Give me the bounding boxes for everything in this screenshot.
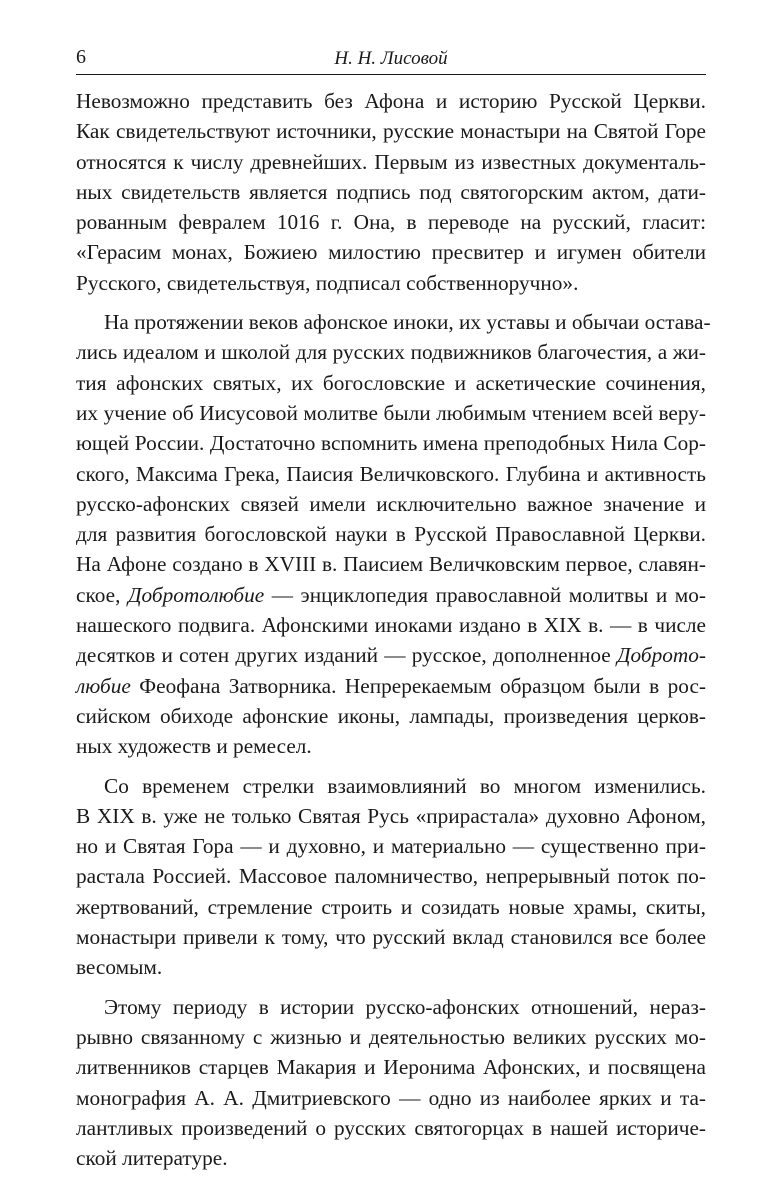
text-line <box>76 640 706 670</box>
body-text <box>76 86 711 1182</box>
text-line: ных свидетельств является подпись под святогорским актом, дати- <box>76 179 706 204</box>
paragraph-2 <box>76 307 711 761</box>
text-line: На протяжении веков афонское иноки, их уставы и обычаи остава- <box>104 310 711 335</box>
text-line: их учение об Иисусовой молитве были любимым чтением всей веру- <box>76 400 706 425</box>
text-line: рывно связанному с жизнью и деятельностью великих русских мо- <box>76 1024 706 1049</box>
text-line: ской литературе. <box>76 1146 228 1171</box>
page-header <box>76 44 706 76</box>
text-fragment: ское, <box>76 582 128 607</box>
text-line <box>76 671 706 701</box>
page-number: 6 <box>76 46 86 68</box>
text-line: В XIX в. уже не только Святая Русь «прирастала» духовно Афоном, <box>76 803 706 828</box>
text-line: для развития богословской науки в Русской Православной Церкви. <box>76 522 706 547</box>
text-line: лись идеалом и школой для русских подвижников благочестия, а жи- <box>76 340 706 365</box>
running-head: Н. Н. Лисовой <box>334 48 448 69</box>
text-line: Со временем стрелки взаимовлияний во многом изменились. <box>104 773 706 798</box>
paragraph-3 <box>76 771 706 983</box>
text-line: Русского, свидетельствуя, подписал собственноручно». <box>76 270 579 295</box>
text-line: весомым. <box>76 955 163 980</box>
text-line: русско-афонских связей имели исключительно важное значение и <box>76 491 706 516</box>
text-line: монастыри привели к тому, что русский вклад становился все более <box>76 925 706 950</box>
italic-title: Доброто- <box>616 643 706 668</box>
header-rule <box>76 74 706 75</box>
text-line: литвенников старцев Макария и Иеронима Афонских, и посвящена <box>76 1055 706 1080</box>
text-fragment: десятков и сотен других изданий — русское, дополненное <box>76 643 617 668</box>
text-line: относятся к числу древнейших. Первым из известных документаль- <box>76 149 706 174</box>
text-line: На Афоне создано в XVIII в. Паисием Величковским первое, славян- <box>76 552 706 577</box>
italic-title: любие <box>76 673 131 698</box>
text-line: растала Россией. Массовое паломничество, непрерывный поток по- <box>76 864 706 889</box>
text-line: нашеского подвига. Афонскими иноками издано в XIX в. — в числе <box>76 613 706 638</box>
paragraph-1 <box>76 86 706 298</box>
text-line: монография А. А. Дмитриевского — одно из наиболее ярких и та- <box>76 1085 706 1110</box>
text-line: тия афонских святых, их богословские и аскетические сочинения, <box>76 370 706 395</box>
text-line: рованным февралем 1016 г. Она, в переводе на русский, гласит: <box>76 210 706 235</box>
text-line: Как свидетельствуют источники, русские монастыри на Святой Горе <box>76 119 706 144</box>
text-line <box>76 580 706 610</box>
italic-title: Добротолюбие <box>127 582 265 607</box>
text-line: лантливых произведений о русских святогорцах в нашей историче- <box>76 1115 706 1140</box>
text-fragment: Феофана Затворника. Непререкаемым образцом были в рос- <box>130 673 706 698</box>
text-line: сийском обиходе афонские иконы, лампады, произведения церков- <box>76 703 706 728</box>
text-line: Этому периоду в истории русско-афонских отношений, нераз- <box>104 994 706 1019</box>
text-line: но и Святая Гора — и духовно, и материально — существенно при- <box>76 834 706 859</box>
text-line: ского, Максима Грека, Паисия Величковского. Глубина и активность <box>76 461 706 486</box>
text-line: Невозможно представить без Афона и историю Русской Церкви. <box>76 89 706 113</box>
paragraph-4 <box>76 992 706 1174</box>
text-line: ющей России. Достаточно вспомнить имена преподобных Нила Сор- <box>76 431 706 456</box>
text-line: «Герасим монах, Божиею милостию пресвитер и игумен обители <box>76 240 706 265</box>
text-line: жертвований, стремление строить и созидать новые храмы, скиты, <box>76 894 706 919</box>
text-fragment: — энциклопедия православной молитвы и мо- <box>264 582 706 607</box>
text-line: ных художеств и ремесел. <box>76 734 312 759</box>
